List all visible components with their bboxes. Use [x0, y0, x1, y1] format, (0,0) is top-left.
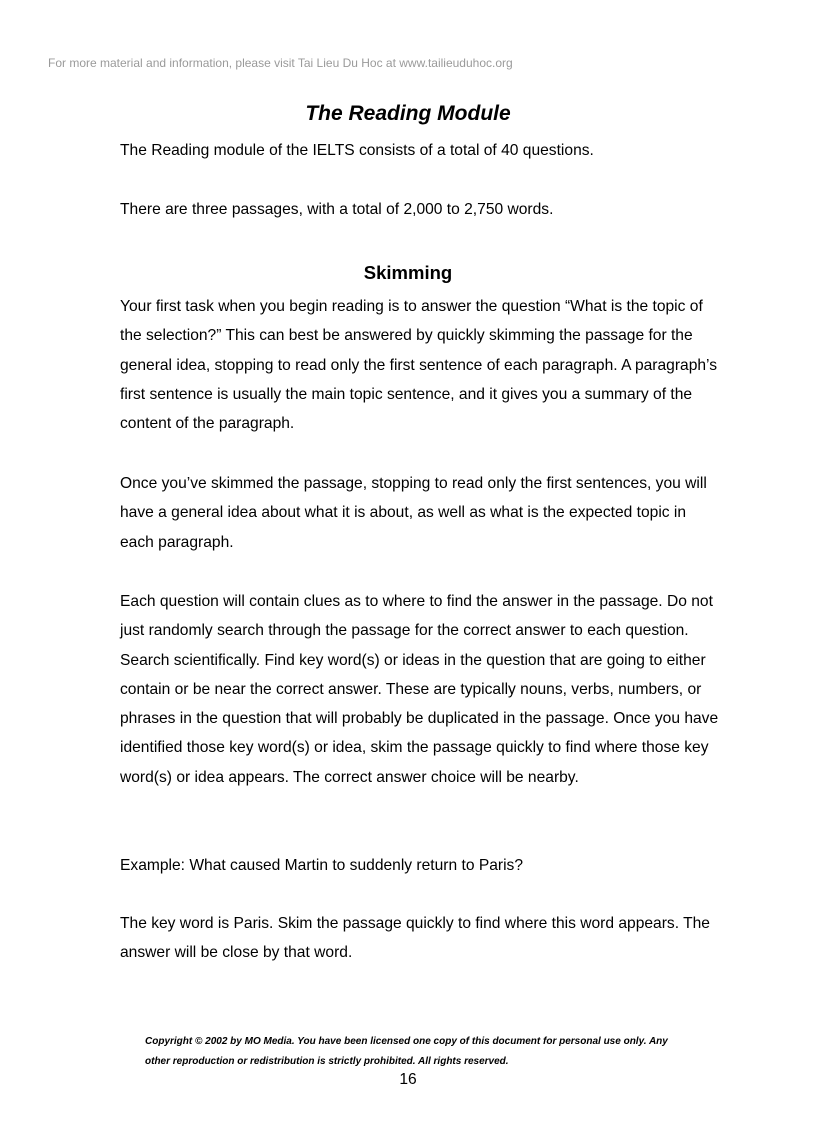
copyright-line: Copyright © 2002 by MO Media. You have been licensed one copy of this document for personal use only. Any [145, 1036, 668, 1047]
page-number: 16 [399, 1071, 417, 1088]
paragraph: Example: What caused Martin to suddenly return to Paris? [120, 857, 524, 874]
intro-line: The Reading module of the IELTS consists of a total of 40 questions. [120, 142, 594, 159]
section-heading: Skimming [363, 262, 453, 283]
header-note: For more material and information, please visit Tai Lieu Du Hoc at www.tailieuduhoc.org [48, 56, 513, 70]
paragraph: Each question will contain clues as to where to find the answer in the passage. Do not just randomly search through the passage for the correct answer to each question. Search scientifically. Find key word(s) or ideas in the question that are going to either contain or be near the correct answer. These are typically nouns, verbs, numbers, or phrases in the question that will probably be duplicated in the passage. Once you have identified those key word(s) or idea, skim the passage quickly to find where those key word(s) or idea appears. The correct answer choice will be nearby. [120, 593, 719, 786]
paragraph: Your first task when you begin reading is to answer the question “What is the topic of the selection?” This can best be answered by quickly skimming the passage for the general idea, stopping to read only the first sentence of each paragraph. A paragraph’s first sentence is usually the main topic sentence, and it gives you a summary of the content of the paragraph. [120, 298, 718, 433]
copyright-notice [145, 1032, 745, 1072]
paragraph: Once you’ve skimmed the passage, stopping to read only the first sentences, you will have a general idea about what it is about, as well as what is the expected topic in each paragraph. [120, 475, 707, 551]
paragraph: The key word is Paris. Skim the passage quickly to find where this word appears. The answer will be close by that word. [120, 915, 710, 962]
page-title: The Reading Module [305, 102, 511, 125]
intro-line: There are three passages, with a total of 2,000 to 2,750 words. [120, 201, 554, 218]
copyright-line: other reproduction or redistribution is strictly prohibited. All rights reserved. [145, 1056, 509, 1067]
